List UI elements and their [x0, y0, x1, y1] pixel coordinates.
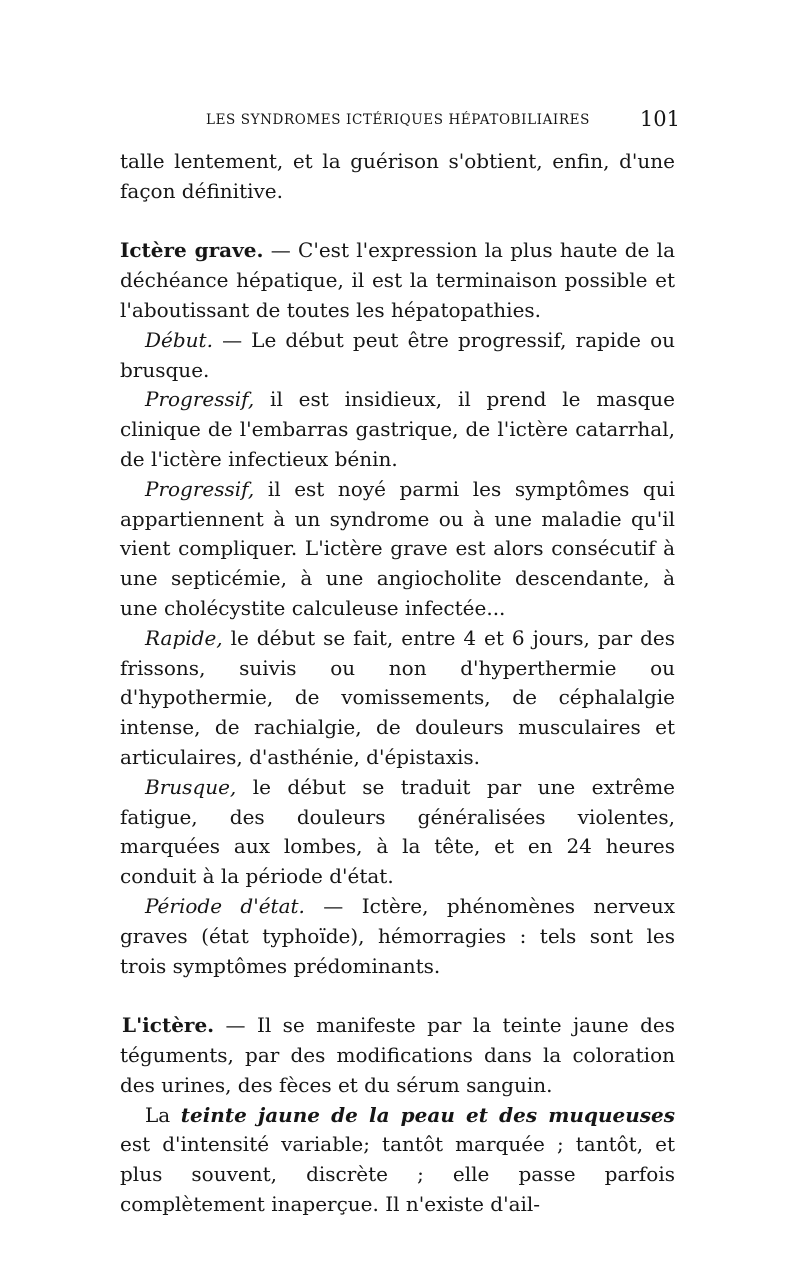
term-debut: Début. [145, 327, 213, 352]
paragraph-brusque: Brusque, le début se traduit par une extrême fatigue, des douleurs généralisées violentes, marquées aux lombes, à la tête, et en 24 heures conduit à la période d'état. [120, 774, 675, 889]
term-rapide: Rapide, [145, 625, 223, 650]
term-progressif: Progressif, [145, 476, 255, 501]
paragraph-l-ictere: L'ictère. — Il se manifeste par la teinte jaune des téguments, par des modifications dans la coloration des urines, des fèces et du sérum sanguin. [120, 1013, 675, 1097]
paragraph-rapide: Rapide, le début se fait, entre 4 et 6 jours, par des frissons, suivis ou non d'hyperthermie ou d'hypothermie, de vomissements, de céphalalgie intense, de rachialgie, de douleurs musculaires et articulaires, d'asthénie, d'épistaxis. [120, 625, 675, 769]
paragraph-continuation: talle lentement, et la guérison s'obtient, enfin, d'une façon définitive. [120, 149, 675, 203]
running-title: LES SYNDROMES ICTÉRIQUES HÉPATOBILIAIRES [206, 112, 590, 128]
paragraph-ictere-grave: Ictère grave. — C'est l'expression la plus haute de la déchéance hépatique, il est la terminaison possible et l'aboutissant de toutes les hépatopathies. [120, 238, 675, 322]
term-teinte-jaune: teinte jaune de la peau et des muqueuses [180, 1102, 675, 1127]
paragraph-progressif-1: Progressif, il est insidieux, il prend le masque clinique de l'embarras gastrique, de l'ictère catarrhal, de l'ictère infectieux bénin. [120, 387, 675, 471]
paragraph-progressif-2: Progressif, il est noyé parmi les symptômes qui appartiennent à un syndrome ou à une maladie qu'il vient compliquer. L'ictère grave est alors consécutif à une septicémie, à une angiocholite descendante, à une cholécystite calculeuse infectée... [120, 476, 675, 620]
paragraph-periode-etat: Période d'état. — Ictère, phénomènes nerveux graves (état typhoïde), hémorragies : tels sont les trois symptômes prédominants. [120, 893, 675, 978]
section-heading-l-ictere: L'ictère. [122, 1013, 215, 1038]
paragraph-debut: Début. — Le début peut être progressif, rapide ou brusque. [120, 327, 675, 382]
body-text [120, 147, 675, 1220]
section-heading-ictere-grave: Ictère grave. [120, 238, 264, 263]
term-brusque: Brusque, [145, 774, 237, 799]
term-progressif: Progressif, [145, 387, 255, 412]
page-number: 101 [639, 107, 680, 131]
page-header [118, 107, 680, 136]
term-periode-etat: Période d'état. [145, 893, 305, 918]
paragraph-teinte-jaune: La teinte jaune de la peau et des muqueuses est d'intensité variable; tantôt marquée ; tantôt, et plus souvent, discrète ; elle passe parfois complètement inaperçue. Il n'existe d'ail- [120, 1102, 675, 1216]
